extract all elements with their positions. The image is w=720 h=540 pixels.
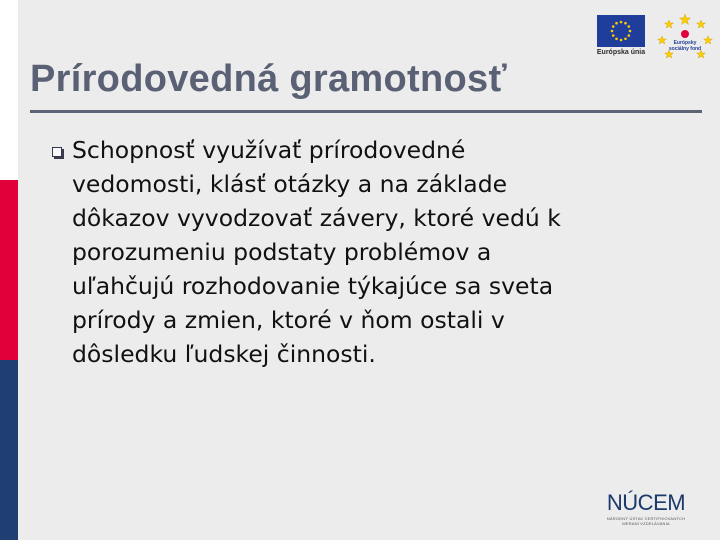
esf-star-ring-icon: [655, 12, 715, 62]
eu-caption: Európska únia: [596, 49, 646, 56]
square-bullet-icon: [52, 147, 62, 157]
nucem-subtitle: NÁRODNÝ ÚSTAV CERTIFIKOVANÝCH MERANÍ VZDELÁVANIA: [606, 516, 686, 526]
side-stripe-blue: [0, 360, 18, 540]
bullet-item: [50, 133, 670, 371]
esf-logo: [655, 12, 715, 66]
bullet-text: Schopnosť využívať prírodovedné vedomosti, klásť otázky a na základe dôkazov vyvodzovať závery, ktoré vedú k porozumeniu podstaty problémov a uľahčujú rozhodovanie týkajúce sa sveta prírody a zmien, ktoré v ňom ostali v dôsledku ľudskej činnosti.: [72, 136, 561, 368]
nucem-wordmark: NÚCEM: [606, 490, 686, 515]
title-underline: [30, 110, 702, 113]
side-stripe-red: [0, 180, 18, 360]
slide-title: Prírodovedná gramotnosť: [30, 58, 507, 100]
esf-caption: Európsky sociálny fond: [668, 40, 702, 52]
eu-logo: [597, 15, 651, 56]
eu-flag-icon: [597, 15, 645, 47]
nucem-logo: [606, 492, 686, 526]
side-stripe-white: [0, 0, 18, 180]
